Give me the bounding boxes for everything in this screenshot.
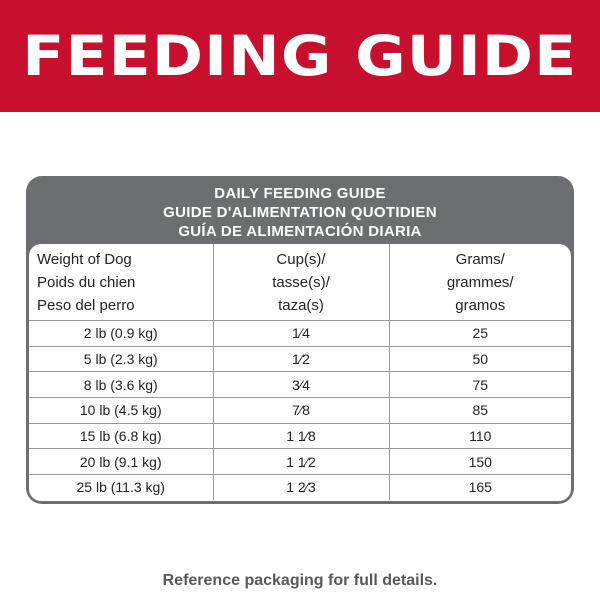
weight-cell: 2 lb (0.9 kg) — [29, 321, 213, 347]
table-row — [29, 346, 571, 372]
table-row — [29, 423, 571, 449]
table-row — [29, 398, 571, 424]
feeding-table — [29, 244, 571, 500]
card-header — [26, 176, 574, 246]
reference-note: Reference packaging for full details. — [162, 572, 438, 589]
grams-cell: 110 — [389, 423, 571, 449]
weight-cell: 25 lb (11.3 kg) — [29, 475, 213, 500]
daily-feeding-guide-card — [26, 176, 574, 504]
card-title-en: DAILY FEEDING GUIDE — [214, 184, 386, 202]
feeding-guide-banner — [0, 0, 600, 112]
table-row — [29, 321, 571, 347]
weight-cell: 10 lb (4.5 kg) — [29, 398, 213, 424]
weight-cell: 8 lb (3.6 kg) — [29, 372, 213, 398]
weight-cell: 5 lb (2.3 kg) — [29, 346, 213, 372]
table-row — [29, 475, 571, 500]
cups-cell: 7⁄8 — [213, 398, 389, 424]
cups-cell: 1 1⁄2 — [213, 449, 389, 475]
grams-cell: 50 — [389, 346, 571, 372]
banner-title: FEEDING GUIDE — [22, 24, 578, 88]
card-title-fr: GUIDE D'ALIMENTATION QUOTIDIEN — [163, 203, 437, 221]
cups-cell: 3⁄4 — [213, 372, 389, 398]
grams-cell: 25 — [389, 321, 571, 347]
feeding-table-wrapper — [29, 244, 571, 501]
cups-cell: 1 2⁄3 — [213, 475, 389, 500]
cups-cell: 1⁄4 — [213, 321, 389, 347]
weight-cell: 20 lb (9.1 kg) — [29, 449, 213, 475]
table-row — [29, 372, 571, 398]
grams-cell: 75 — [389, 372, 571, 398]
header-grams: Grams/ grammes/ gramos — [389, 244, 571, 321]
header-weight: Weight of Dog Poids du chien Peso del perro — [37, 250, 136, 314]
cups-cell: 1 1⁄8 — [213, 423, 389, 449]
grams-cell: 85 — [389, 398, 571, 424]
grams-cell: 150 — [389, 449, 571, 475]
header-cups: Cup(s)/ tasse(s)/ taza(s) — [213, 244, 389, 321]
weight-cell: 15 lb (6.8 kg) — [29, 423, 213, 449]
cups-cell: 1⁄2 — [213, 346, 389, 372]
table-header-row — [29, 244, 571, 321]
card-title-es: GUÍA DE ALIMENTACIÓN DIARIA — [178, 222, 422, 240]
table-row — [29, 449, 571, 475]
grams-cell: 165 — [389, 475, 571, 500]
